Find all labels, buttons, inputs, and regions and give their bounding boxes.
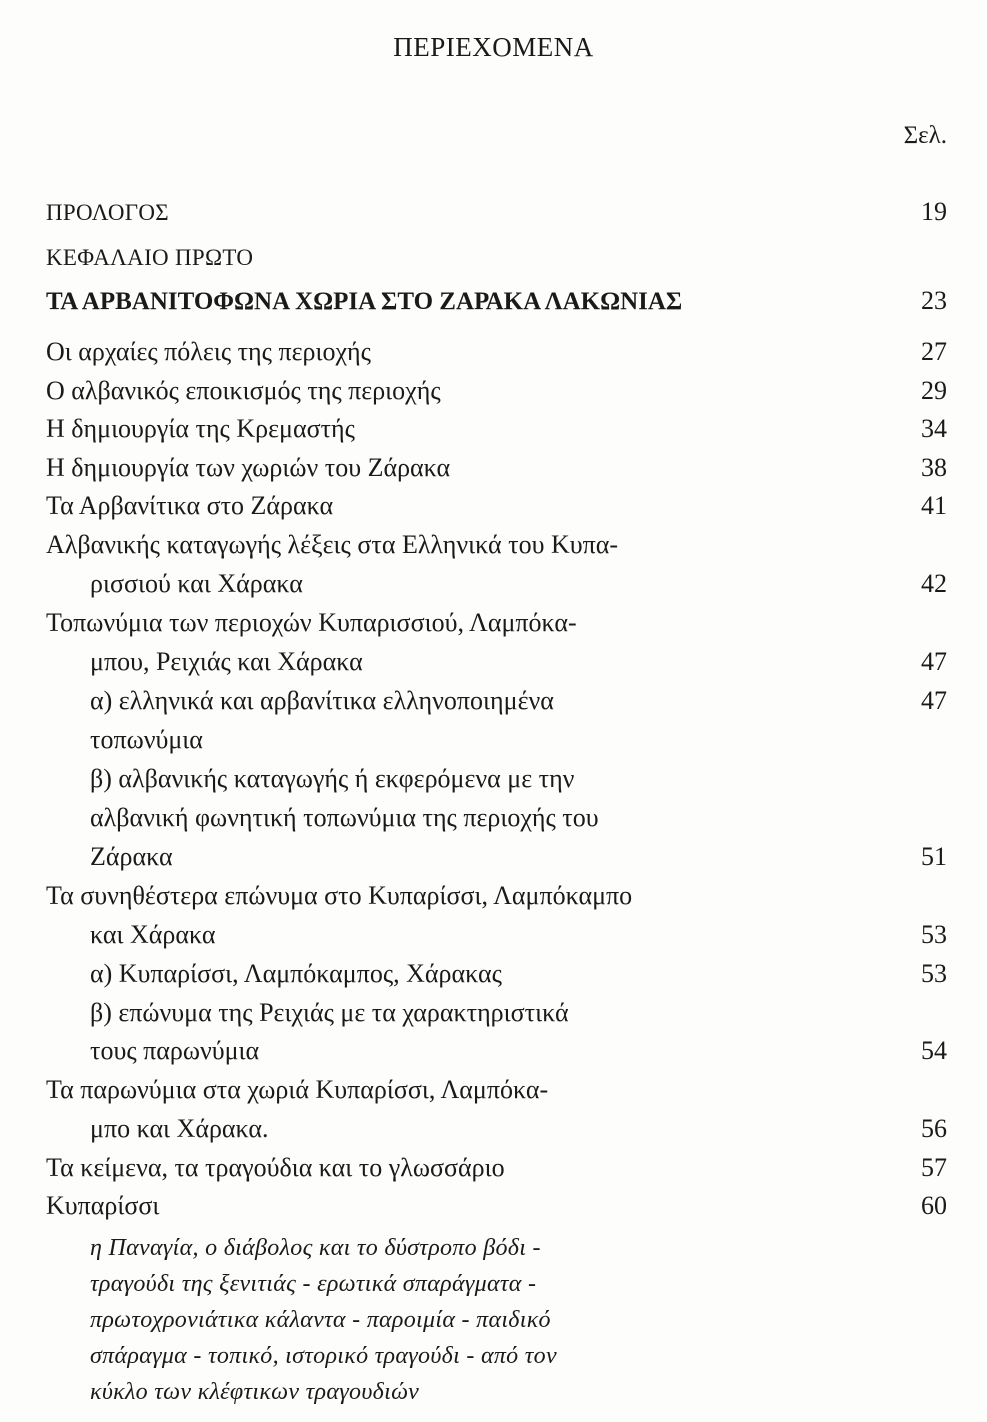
toc-subtopics-line (90, 1304, 947, 1336)
toc-entry (90, 685, 947, 717)
toc-entry (46, 196, 947, 229)
toc-entry-page: 60 (921, 1191, 947, 1220)
toc-entry (46, 285, 947, 318)
toc-entry-text: Ο αλβανικός εποικισμός της περιοχής (46, 376, 441, 405)
toc-entry-page: 19 (921, 197, 947, 226)
toc-entry (46, 1190, 947, 1222)
toc-entry-text: ΤΑ ΑΡΒΑΝΙΤΟΦΩΝΑ ΧΩΡΙΑ ΣΤΟ ΖΑΡΑΚΑ ΛΑΚΩΝΙΑΣ (46, 288, 683, 315)
toc-entry-text: και Χάρακα (90, 920, 216, 949)
toc-entry-text: Κυπαρίσσι (46, 1191, 160, 1220)
toc-entry-text: Η δημιουργία της Κρεμαστής (46, 414, 355, 443)
toc-entry-page: 42 (921, 569, 947, 598)
toc-entry-page: 53 (921, 959, 947, 988)
toc-entry-page: 56 (921, 1114, 947, 1143)
toc-entry (46, 490, 947, 522)
toc-entry (90, 802, 947, 834)
toc-entry-page: 53 (921, 920, 947, 949)
toc-entry-text: ρισσιού και Χάρακα (90, 569, 303, 598)
toc-entry (46, 336, 947, 368)
toc-entry (46, 607, 947, 639)
toc-entry-text: Αλβανικής καταγωγής λέξεις στα Ελληνικά του Κυπα- (46, 530, 619, 559)
toc-entry (46, 1152, 947, 1184)
toc-entry-text: πρωτοχρονιάτικα κάλαντα - παροιμία - παιδικό (90, 1307, 551, 1333)
toc-entry (90, 958, 947, 990)
toc-entry-page: 34 (921, 414, 947, 443)
toc-subtopics-line (90, 1232, 947, 1264)
toc-entry-text: β) επώνυμα της Ρειχιάς με τα χαρακτηριστικά (90, 998, 569, 1027)
toc-subtopics-line (90, 1268, 947, 1300)
toc-entry (90, 841, 947, 873)
toc-entry-text: ΚΕΦΑΛΑΙΟ ΠΡΩΤΟ (46, 245, 254, 270)
toc-entry (46, 1074, 947, 1106)
toc-entry-text: α) ελληνικά και αρβανίτικα ελληνοποιημένα (90, 686, 554, 715)
toc-entry-page: 38 (921, 453, 947, 482)
toc-entry (90, 1035, 947, 1067)
toc-entry-text: Τα παρωνύμια στα χωριά Κυπαρίσσι, Λαμπόκα- (46, 1075, 549, 1104)
toc-subtopics-line (90, 1376, 947, 1408)
toc-entry (46, 375, 947, 407)
toc-entry-text: η Παναγία, ο διάβολος και το δύστροπο βόδι - (90, 1235, 541, 1261)
toc-entry-text: Οι αρχαίες πόλεις της περιοχής (46, 337, 371, 366)
page-column-label: Σελ. (903, 122, 947, 149)
toc-entry-page: 51 (921, 842, 947, 871)
toc-entry-text: αλβανική φωνητική τοπωνύμια της περιοχής του (90, 803, 599, 832)
toc-entry-text: σπάραγμα - τοπικό, ιστορικό τραγούδι - από τον (90, 1343, 557, 1369)
toc-entry-text: Τα κείμενα, τα τραγούδια και το γλωσσάριο (46, 1153, 505, 1182)
toc-entry-text: Ζάρακα (90, 842, 173, 871)
toc-entry (90, 646, 947, 678)
toc-entry (46, 529, 947, 561)
toc-entry (46, 242, 947, 274)
toc-entry-text: Τοπωνύμια των περιοχών Κυπαρισσιού, Λαμπόκα- (46, 608, 577, 637)
toc-entry (46, 413, 947, 445)
toc-entry-text: τοπωνύμια (90, 725, 203, 754)
toc-entry-page: 23 (921, 286, 947, 315)
page-title: ΠΕΡΙΕΧΟΜΕΝΑ (393, 32, 594, 62)
toc-entry-page: 57 (921, 1153, 947, 1182)
toc-entry-text: μπο και Χάρακα. (90, 1114, 269, 1143)
toc-entry (90, 997, 947, 1029)
toc-entry (90, 763, 947, 795)
toc-entry (90, 919, 947, 951)
toc-entry-page: 47 (921, 686, 947, 715)
toc-subtopics-line (90, 1340, 947, 1372)
toc-entry-page: 29 (921, 376, 947, 405)
toc-entry (46, 880, 947, 912)
toc-entry-text: κύκλο των κλέφτικων τραγουδιών (90, 1379, 420, 1405)
toc-entry-text: τους παρωνύμια (90, 1036, 260, 1065)
toc-entry-text: β) αλβανικής καταγωγής ή εκφερόμενα με την (90, 764, 575, 793)
toc-entry-page: 41 (921, 491, 947, 520)
toc-entry-text: τραγούδι της ξενιτιάς - ερωτικά σπαράγματα - (90, 1271, 537, 1297)
toc-entry-text: Τα Αρβανίτικα στο Ζάρακα (46, 491, 334, 520)
toc-entry-page: 27 (921, 337, 947, 366)
toc-entry (90, 724, 947, 756)
toc-entry-text: α) Κυπαρίσσι, Λαμπόκαμπος, Χάρακας (90, 959, 502, 988)
toc-entry-page: 47 (921, 647, 947, 676)
toc-entry-text: μπου, Ρειχιάς και Χάρακα (90, 647, 363, 676)
toc-entry-text: Η δημιουργία των χωριών του Ζάρακα (46, 453, 451, 482)
toc-entry (90, 1113, 947, 1145)
toc-entry-page: 54 (921, 1036, 947, 1065)
toc-entry (46, 452, 947, 484)
toc-entry (90, 568, 947, 600)
toc-entry-text: Τα συνηθέστερα επώνυμα στο Κυπαρίσσι, Λαμπόκαμπο (46, 881, 633, 910)
toc-entry-text: ΠΡΟΛΟΓΟΣ (46, 200, 169, 225)
